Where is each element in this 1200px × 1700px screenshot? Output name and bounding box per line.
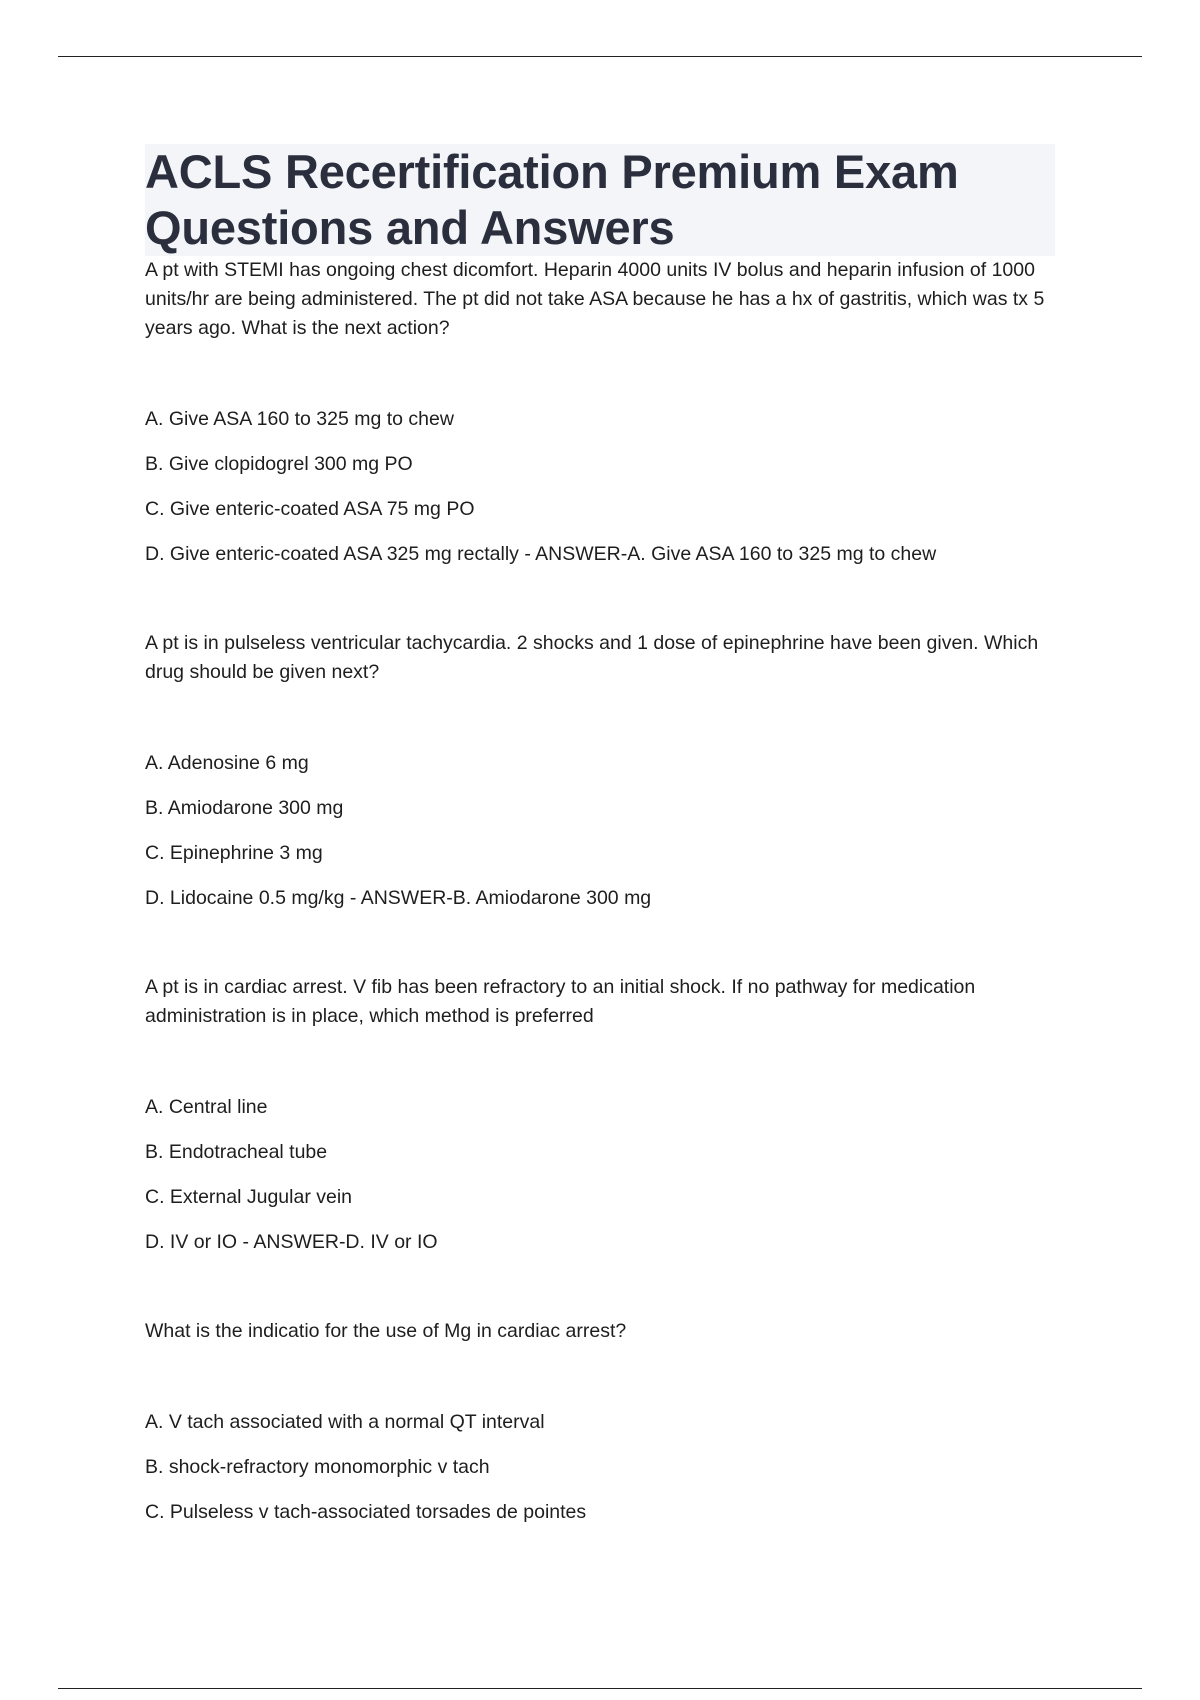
answer-option: B. Endotracheal tube bbox=[145, 1141, 328, 1163]
answer-option: B. Give clopidogrel 300 mg PO bbox=[145, 453, 413, 475]
question-text: A pt is in pulseless ventricular tachycardia. 2 shocks and 1 dose of epinephrine have been given. Which drug should be given next? bbox=[145, 632, 1039, 683]
answer-option: C. Give enteric-coated ASA 75 mg PO bbox=[145, 498, 475, 520]
document-title: ACLS Recertification Premium Exam Questions and Answers bbox=[145, 144, 1055, 256]
answer-option: A. Adenosine 6 mg bbox=[145, 752, 309, 774]
answer-option: C. External Jugular vein bbox=[145, 1186, 353, 1208]
answer-options bbox=[145, 405, 1055, 569]
footer-rule bbox=[58, 1688, 1142, 1689]
question-text: What is the indicatio for the use of Mg in cardiac arrest? bbox=[145, 1320, 627, 1342]
answer-option: A. Give ASA 160 to 325 mg to chew bbox=[145, 408, 454, 430]
question-text: A pt is in cardiac arrest. V fib has been refractory to an initial shock. If no pathway for medication administration is in place, which method is preferred bbox=[145, 976, 976, 1027]
answer-option: D. Lidocaine 0.5 mg/kg - ANSWER-B. Amiodarone 300 mg bbox=[145, 887, 652, 909]
answer-options bbox=[145, 1093, 1055, 1257]
answer-option: D. IV or IO - ANSWER-D. IV or IO bbox=[145, 1231, 438, 1253]
question-block bbox=[145, 256, 1055, 569]
answer-option: D. Give enteric-coated ASA 325 mg rectally - ANSWER-A. Give ASA 160 to 325 mg to chew bbox=[145, 543, 937, 565]
answer-option: C. Pulseless v tach-associated torsades de pointes bbox=[145, 1501, 587, 1523]
question-block bbox=[145, 1317, 1055, 1527]
answer-option: A. Central line bbox=[145, 1096, 268, 1118]
answer-option: B. shock-refractory monomorphic v tach bbox=[145, 1456, 490, 1478]
answer-option: A. V tach associated with a normal QT interval bbox=[145, 1411, 545, 1433]
answer-option: B. Amiodarone 300 mg bbox=[145, 797, 344, 819]
answer-options bbox=[145, 1408, 1055, 1527]
answer-option: C. Epinephrine 3 mg bbox=[145, 842, 323, 864]
question-block bbox=[145, 973, 1055, 1257]
document-body bbox=[145, 144, 1055, 1543]
answer-options bbox=[145, 749, 1055, 913]
question-block bbox=[145, 629, 1055, 913]
header-rule bbox=[58, 56, 1142, 57]
question-text: A pt with STEMI has ongoing chest dicomfort. Heparin 4000 units IV bolus and heparin infusion of 1000 units/hr are being administered. The pt did not take ASA because he has a hx of gastritis, which was tx 5 years ago. What is the next action? bbox=[145, 259, 1045, 339]
